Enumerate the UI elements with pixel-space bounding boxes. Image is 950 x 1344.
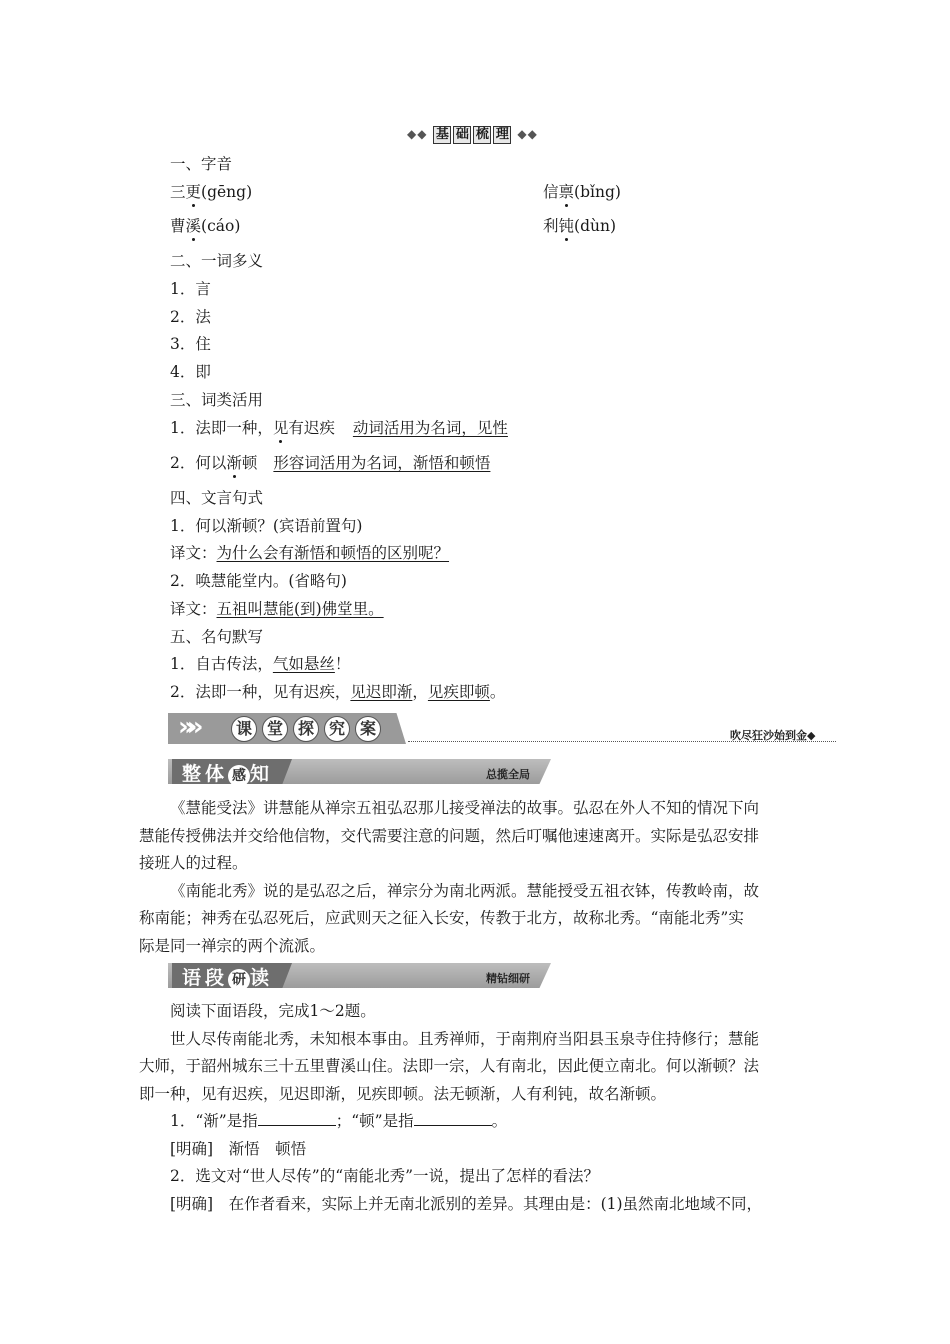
- pronunciation-item: 信禀(bǐng): [543, 180, 621, 202]
- overview-paragraph-line: 际是同一禅宗的两个流派。: [139, 937, 326, 955]
- overview-banner-tag: 总揽全局: [486, 768, 530, 781]
- chevron-decor-icon: »»: [178, 712, 196, 742]
- reading-banner-title: 语段 研 读: [182, 967, 274, 989]
- answer-text: 见疾即顿: [427, 683, 490, 701]
- diamond-decor-left: ◆◆: [407, 127, 428, 141]
- basics-section-header: [407, 124, 538, 144]
- question-1: 1．“渐”是指 ；“顿”是指 。: [170, 1112, 508, 1130]
- polysemy-item: 4．即: [170, 363, 211, 381]
- reading-passage-line: 世人尽传南能北秀，未知根本事由。且秀禅师，于南荆府当阳县玉泉寺住持修行；慧能: [170, 1030, 760, 1048]
- answer-text: 见迟即渐: [350, 683, 413, 701]
- section-title-sentence-patterns: 四、文言句式: [170, 489, 264, 507]
- answer-text: 动词活用为名词，见性: [352, 419, 508, 437]
- word-class-item: 2．何以渐顿 形容词活用为名词，渐悟和顿悟: [170, 451, 490, 473]
- word-class-item: 1．法即一种，见有迟疾 动词活用为名词，见性: [170, 416, 508, 438]
- answer-text: 形容词活用为名词，渐悟和顿悟: [273, 454, 491, 472]
- pronunciation-item: 三更(gēng): [170, 180, 252, 202]
- recitation-line: 1．自古传法，气如悬丝！: [170, 655, 351, 673]
- overview-paragraph-line: 《南能北秀》说的是弘忍之后，禅宗分为南北两派。慧能授受五祖衣钵，传教岭南，故: [170, 882, 760, 900]
- reading-intro: 阅读下面语段，完成1～2题。: [170, 1002, 376, 1020]
- answer-2: [明确] 在作者看来，实际上并无南北派别的差异。其理由是：(1)虽然南北地域不同，: [170, 1195, 763, 1213]
- reading-passage-line: 大师，于韶州城东三十五里曹溪山住。法即一宗，人有南北，因此便立南北。何以渐顿？法: [139, 1057, 760, 1075]
- overview-paragraph-line: 称南能；神秀在弘忍死后，应武则天之征入长安，传教于北方，故称北秀。“南能北秀”实: [139, 909, 744, 927]
- section-title-pronunciation: 一、字音: [170, 155, 233, 173]
- sentence-pattern-question: 2．唤慧能堂内。(省略句): [170, 572, 347, 590]
- translation-line: 译文：五祖叫慧能(到)佛堂里。: [170, 600, 384, 618]
- section-title-polysemy: 二、一词多义: [170, 252, 264, 270]
- question-2: 2．选文对“世人尽传”的“南能北秀”一说，提出了怎样的看法？: [170, 1167, 600, 1185]
- answer-text: 五祖叫慧能(到)佛堂里。: [216, 600, 384, 618]
- diamond-decor-right: ◆◆: [517, 127, 538, 141]
- pronunciation-item: 曹溪(cáo): [170, 214, 240, 236]
- sentence-pattern-question: 1．何以渐顿？(宾语前置句): [170, 517, 363, 535]
- answer-blank[interactable]: [414, 1113, 492, 1126]
- reading-passage-line: 即一种，见有迟疾，见迟即渐，见疾即顿。法无顿渐，人有利钝，故名渐顿。: [139, 1085, 667, 1103]
- recitation-line: 2．法即一种，见有迟疾，见迟即渐，见疾即顿。: [170, 683, 506, 701]
- overview-paragraph-line: 慧能传授佛法并交给他信物，交代需要注意的问题，然后叮嘱他速速离开。实际是弘忍安排: [139, 827, 760, 845]
- header-char: 理: [493, 126, 511, 144]
- answer-1: [明确] 渐悟 顿悟: [170, 1140, 307, 1158]
- overview-banner-title: 整体 感 知: [182, 763, 274, 785]
- polysemy-item: 3．住: [170, 335, 211, 353]
- header-char: 梳: [473, 126, 491, 144]
- overview-paragraph-line: 接班人的过程。: [139, 854, 248, 872]
- reading-banner-tag: 精钻细研: [486, 972, 530, 985]
- polysemy-item: 2．法: [170, 308, 211, 326]
- answer-text: 气如悬丝: [272, 655, 335, 673]
- banner-tagline: 吹尽狂沙始到金◆: [730, 729, 816, 742]
- translation-line: 译文：为什么会有渐悟和顿悟的区别呢？: [170, 544, 450, 562]
- answer-blank[interactable]: [258, 1113, 336, 1126]
- overview-paragraph-line: 《慧能受法》讲慧能从禅宗五祖弘忍那儿接受禅法的故事。弘忍在外人不知的情况下向: [170, 799, 760, 817]
- pronunciation-item: 利钝(dùn): [543, 214, 616, 236]
- answer-text: 为什么会有渐悟和顿悟的区别呢？: [216, 544, 450, 562]
- header-char: 基: [433, 126, 451, 144]
- classroom-banner-title: 课 堂 探 究 案: [231, 716, 386, 742]
- header-char: 础: [453, 126, 471, 144]
- section-title-word-class: 三、词类活用: [170, 391, 264, 409]
- section-title-recitation: 五、名句默写: [170, 628, 264, 646]
- polysemy-item: 1．言: [170, 280, 211, 298]
